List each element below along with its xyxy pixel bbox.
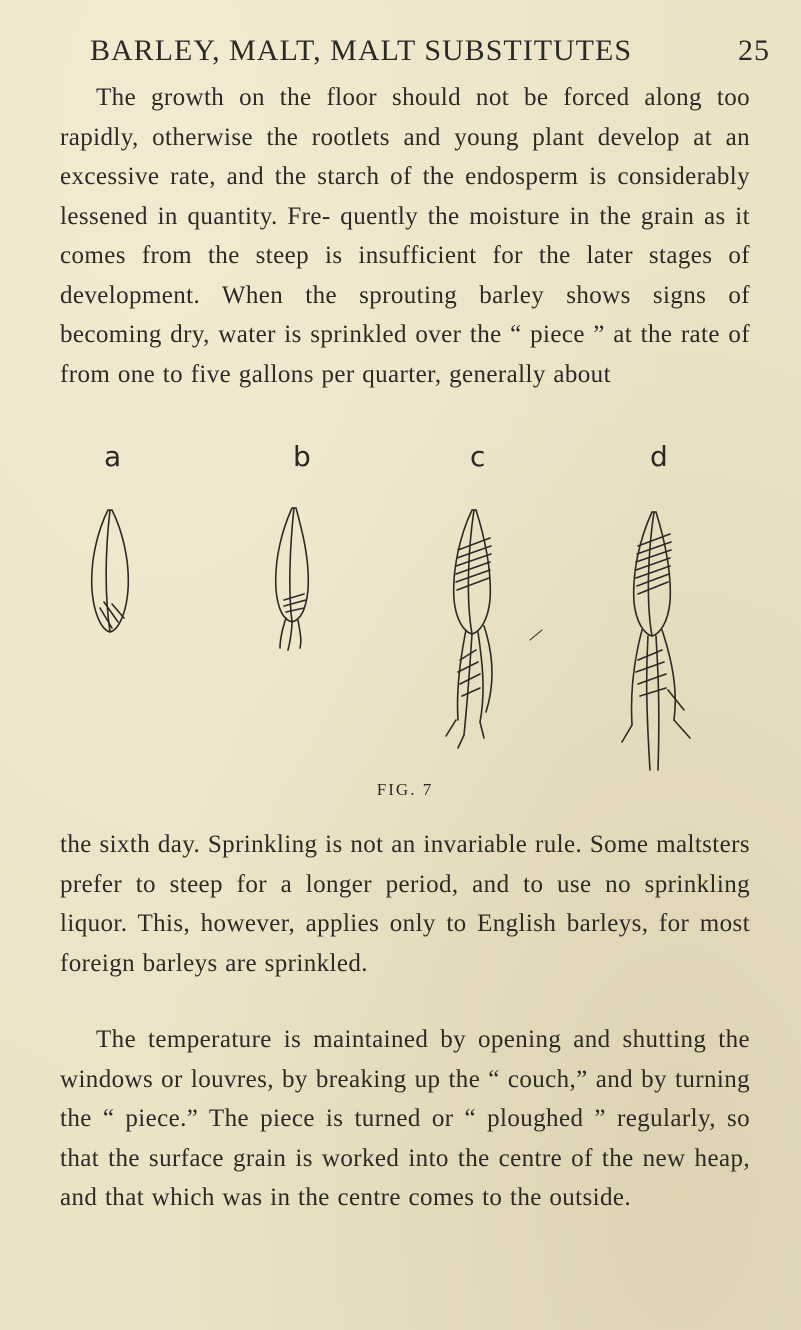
page-number: 25 (738, 34, 770, 67)
grain-d-drawing (622, 512, 690, 770)
grain-c-drawing (446, 510, 542, 748)
barley-grain-illustration (60, 490, 750, 780)
paragraph-3: The temperature is maintained by opening and shutting the windows or louvres, by breaking up the “ couch,” and by turning the “ piece.” The piece is turned or “ ploughed ” regularly, so that the surface grain is worked into the centre of the new heap, and that which was in the centre comes to the outside. (60, 1026, 750, 1211)
figure-7 (60, 440, 750, 830)
paragraph-1: The growth on the floor should not be forced along too rapidly, otherwise the rootlets and young plant develop at an excessive rate, and the starch of the endosperm is considerably lessened in quantity. Fre- quently the moisture in the grain as it comes from the steep is insufficient for the later stages of development. When the sprouting barley shows signs of becoming dry, water is sprinkled over the “ piece ” at the rate of from one to five gallons per quarter, generally about (60, 84, 750, 388)
grain-b-drawing (276, 508, 309, 650)
running-head-title: BARLEY, MALT, MALT SUBSTITUTES (90, 34, 633, 67)
figure-label-a: a (104, 440, 122, 473)
figure-label-d: d (650, 440, 668, 473)
figure-caption: FIG. 7 (376, 780, 434, 799)
figure-label-c: c (470, 440, 486, 473)
grain-a-drawing (92, 510, 129, 632)
paragraph-2: the sixth day. Sprinkling is not an invariable rule. Some maltsters prefer to steep for a longer period, and to use no sprinkling liquor. This, however, applies only to English barleys, for most foreign barleys are sprinkled. (60, 831, 750, 977)
figure-label-b: b (293, 440, 311, 473)
running-head (90, 34, 770, 74)
